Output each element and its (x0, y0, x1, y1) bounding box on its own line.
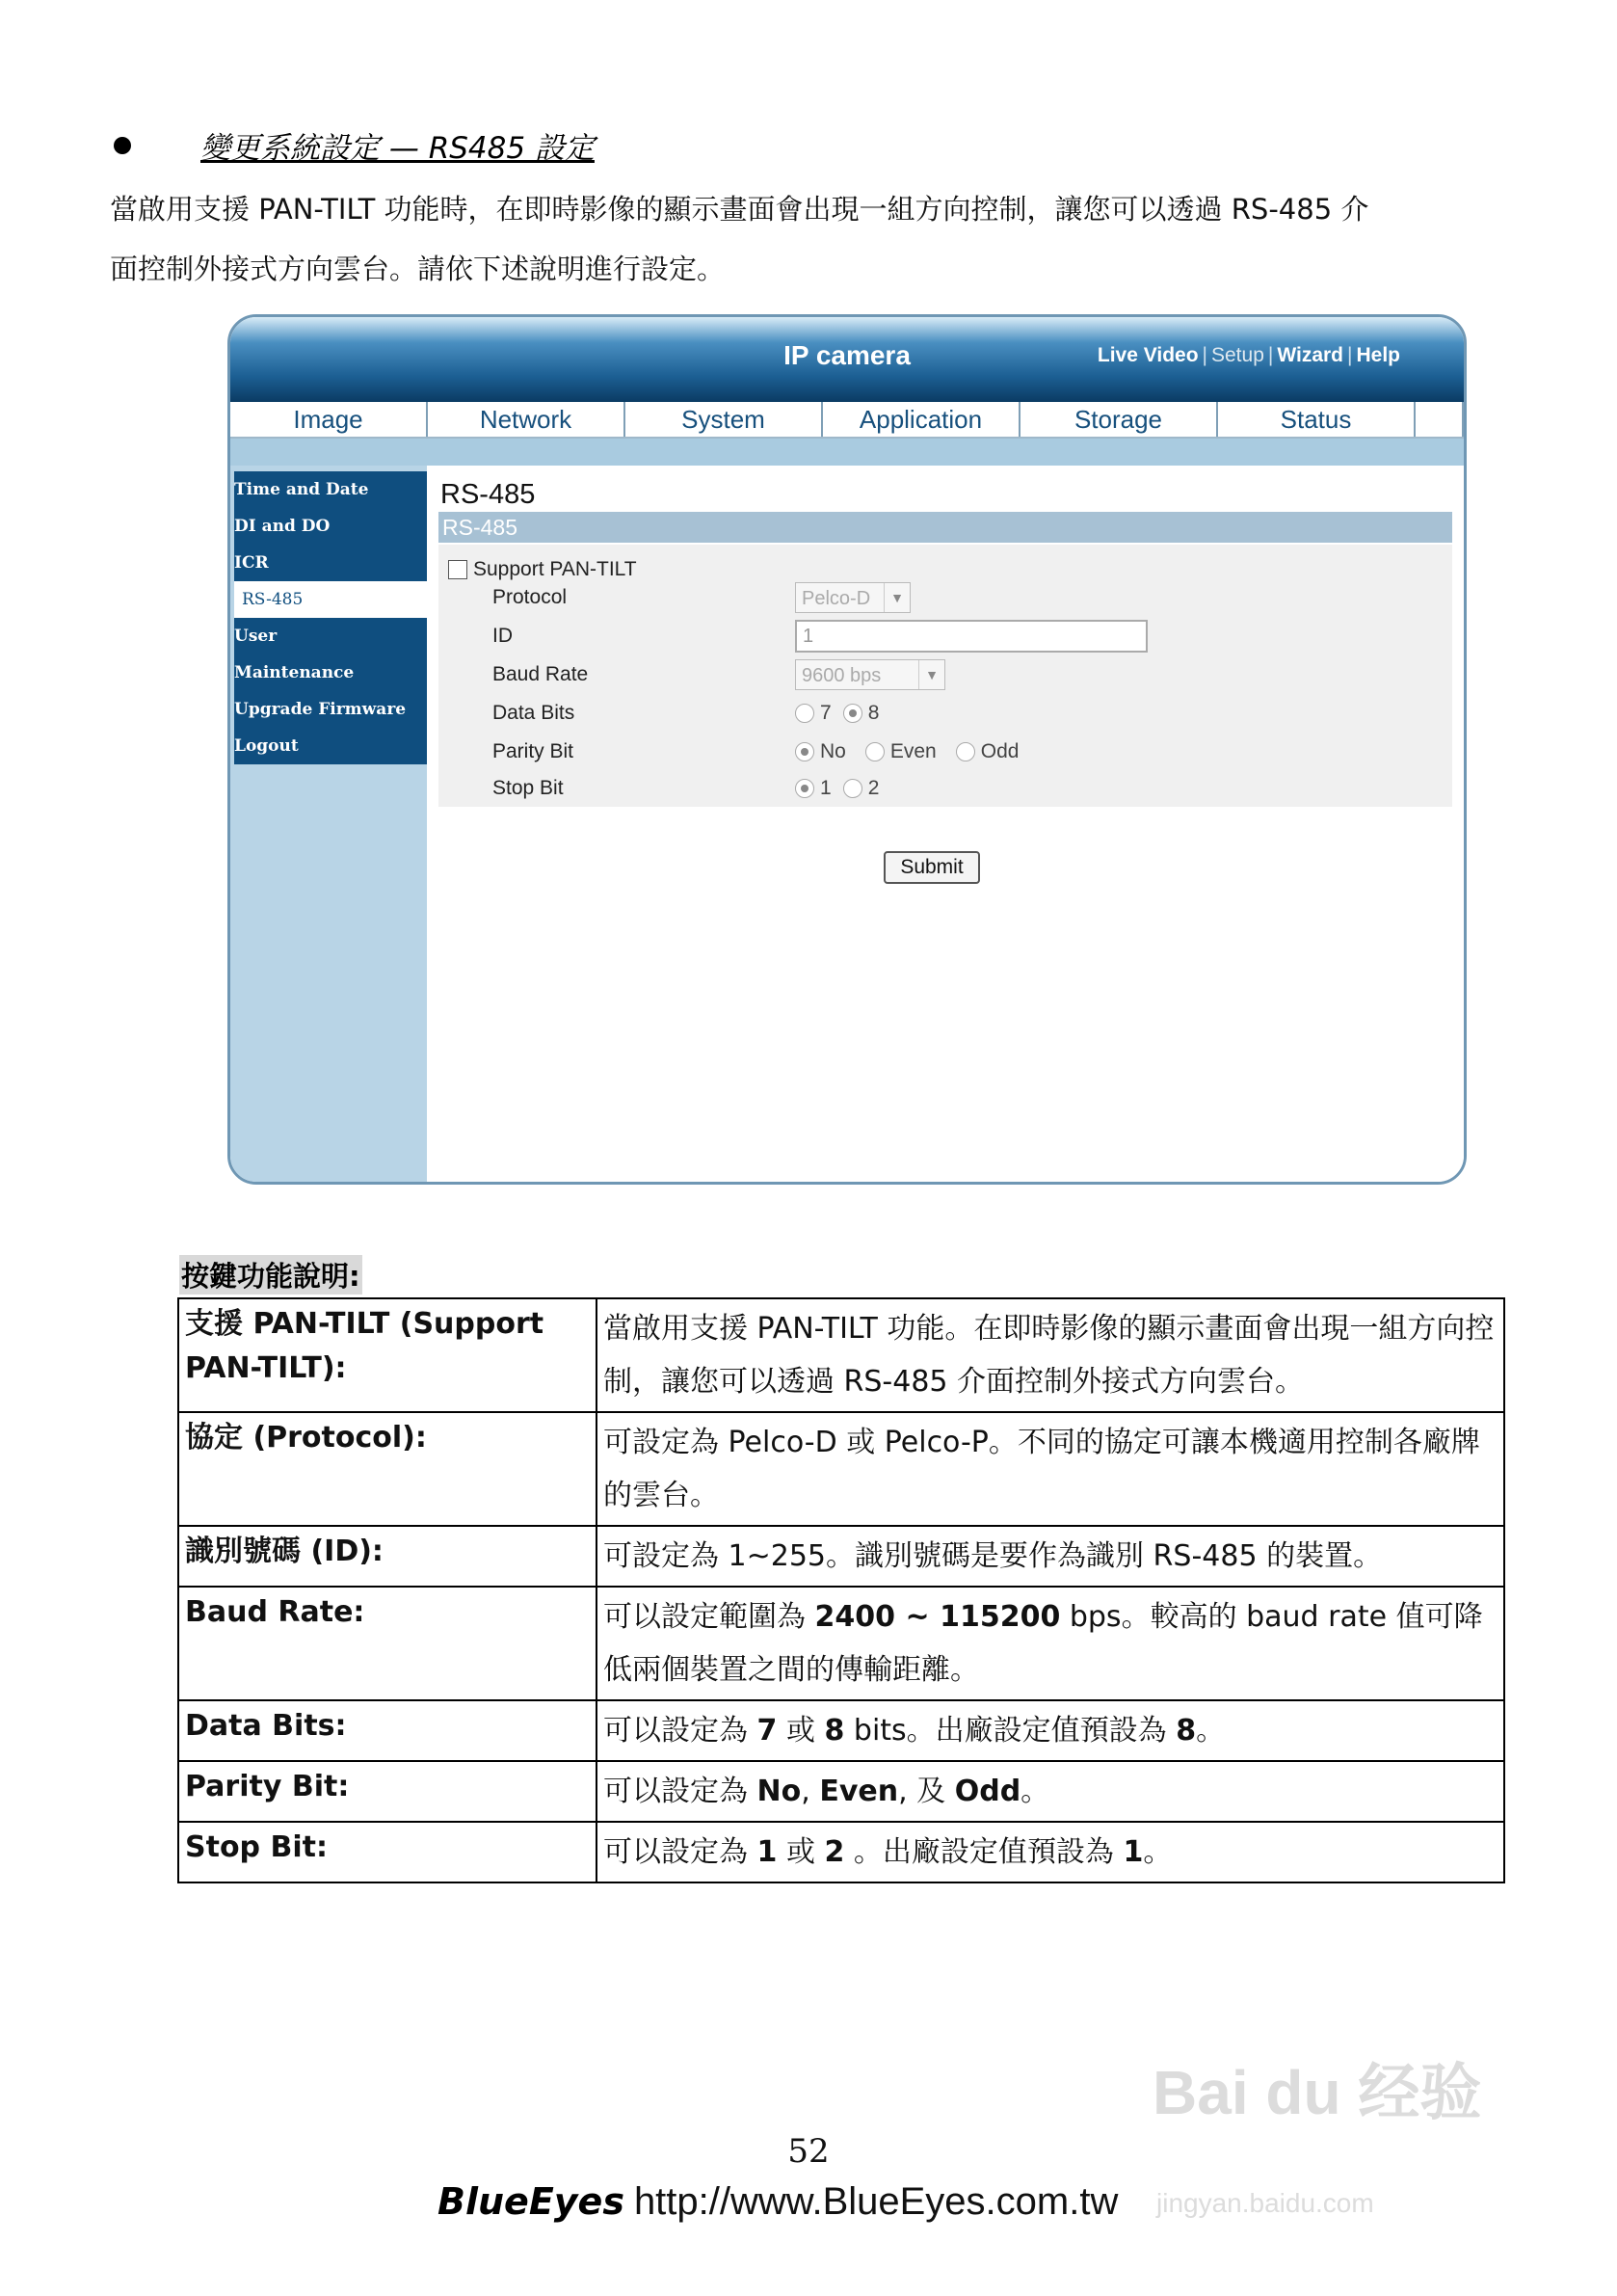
footer-url[interactable]: http://www.BlueEyes.com.tw (633, 2180, 1119, 2223)
parity-even-radio[interactable] (865, 742, 885, 761)
sidebar-item-time-and-date[interactable]: Time and Date (234, 480, 369, 499)
parity-desc: 可以設定為 No, Even, 及 Odd。 (596, 1761, 1504, 1822)
table-row (178, 1526, 1504, 1587)
content-panel (431, 466, 1464, 1185)
data-bits-key: Data Bits: (178, 1700, 596, 1761)
sidebar-item-rs485[interactable]: RS-485 (234, 581, 427, 618)
protocol-label: Protocol (492, 586, 568, 608)
protocol-key: 協定 (Protocol): (178, 1412, 596, 1526)
id-label: ID (492, 625, 513, 647)
section-header: RS-485 (438, 512, 1452, 543)
support-key: 支援 PAN-TILT (Support PAN-TILT): (178, 1298, 596, 1412)
table-row (178, 1412, 1504, 1526)
section-heading: 變更系統設定 — RS485 設定 (200, 131, 595, 166)
tab-system[interactable]: System (625, 402, 823, 437)
tab-application[interactable]: Application (823, 402, 1021, 437)
wizard-link[interactable]: Wizard (1277, 344, 1344, 366)
brand-logo: BlueEyes (437, 2180, 624, 2223)
protocol-desc: 可設定為 Pelco-D 或 Pelco-P。不同的協定可讓本機適用控制各廠牌的雲台。 (596, 1412, 1504, 1526)
stop-bit-2-radio[interactable] (843, 779, 862, 798)
table-row (178, 1700, 1504, 1761)
table-title: 按鍵功能說明: (179, 1255, 362, 1295)
id-key: 識別號碼 (ID): (178, 1526, 596, 1587)
page-title: RS-485 (440, 479, 536, 510)
data-bits-8-radio[interactable] (843, 704, 862, 723)
main-nav (230, 402, 1464, 439)
nav-spacer (1416, 402, 1464, 437)
parity-odd-radio[interactable] (956, 742, 975, 761)
camera-header (230, 317, 1464, 402)
intro-line-1: 當啟用支援 PAN-TILT 功能時，在即時影像的顯示畫面會出現一組方向控制，讓您可以透過 RS-485 介 (110, 193, 1369, 226)
parity-bit-label: Parity Bit (492, 740, 574, 762)
sidebar-item-logout[interactable]: Logout (234, 736, 299, 756)
parity-no-radio[interactable] (795, 742, 814, 761)
baud-rate-label: Baud Rate (492, 663, 589, 685)
rs485-form: Support PAN-TILT Protocol Pelco-D ▼ ID 1 Baud Rate 9600 bps ▼ Data Bits 7 8 Parity Bit No Even Odd Stop Bit 1 2 (438, 545, 1452, 807)
sub-bar (230, 439, 1464, 466)
description-table (177, 1297, 1505, 1883)
tab-storage[interactable]: Storage (1021, 402, 1218, 437)
stop-key: Stop Bit: (178, 1822, 596, 1882)
id-input[interactable]: 1 (795, 620, 1148, 653)
data-bits-desc: 可以設定為 7 或 8 bits。出廠設定值預設為 8。 (596, 1700, 1504, 1761)
page-number: 52 (787, 2132, 830, 2171)
top-links: Live Video | Setup | Wizard | Help (1097, 344, 1400, 366)
support-pan-tilt-checkbox[interactable] (448, 560, 467, 579)
sidebar (234, 471, 427, 764)
help-link[interactable]: Help (1356, 344, 1400, 366)
sidebar-item-icr[interactable]: ICR (234, 553, 269, 573)
baud-rate-select[interactable]: 9600 bps ▼ (795, 659, 945, 690)
support-desc: 當啟用支援 PAN-TILT 功能。在即時影像的顯示畫面會出現一組方向控制，讓您可以透過 RS-485 介面控制外接式方向雲台。 (596, 1298, 1504, 1412)
watermark-logo: Bai du 经验 (1153, 2058, 1482, 2127)
tab-image[interactable]: Image (230, 402, 428, 437)
parity-key: Parity Bit: (178, 1761, 596, 1822)
camera-ui-screenshot (227, 314, 1467, 1185)
sidebar-item-user[interactable]: User (234, 627, 278, 646)
id-desc: 可設定為 1~255。識別號碼是要作為識別 RS-485 的裝置。 (596, 1526, 1504, 1587)
stop-bit-label: Stop Bit (492, 777, 564, 799)
table-row (178, 1587, 1504, 1700)
baud-key: Baud Rate: (178, 1587, 596, 1700)
table-row (178, 1822, 1504, 1882)
tab-network[interactable]: Network (428, 402, 625, 437)
table-row (178, 1298, 1504, 1412)
intro-line-2: 面控制外接式方向雲台。請依下述說明進行設定。 (110, 253, 726, 285)
stop-desc: 可以設定為 1 或 2 。出廠設定值預設為 1。 (596, 1822, 1504, 1882)
bullet-icon (114, 137, 131, 154)
setup-link[interactable]: Setup (1211, 344, 1264, 366)
footer (437, 2180, 1118, 2224)
support-pan-tilt-label: Support PAN-TILT (473, 558, 637, 580)
baud-desc: 可以設定範圍為 2400 ~ 115200 bps。較高的 baud rate 值可降低兩個裝置之間的傳輸距離。 (596, 1587, 1504, 1700)
watermark-url: jingyan.baidu.com (1156, 2188, 1374, 2218)
sidebar-item-upgrade-firmware[interactable]: Upgrade Firmware (234, 700, 407, 719)
camera-title: IP camera (783, 340, 911, 370)
stop-bit-1-radio[interactable] (795, 779, 814, 798)
sidebar-item-maintenance[interactable]: Maintenance (234, 663, 355, 682)
sidebar-item-di-and-do[interactable]: DI and DO (234, 517, 331, 536)
data-bits-7-radio[interactable] (795, 704, 814, 723)
protocol-select[interactable]: Pelco-D ▼ (795, 582, 911, 613)
chevron-down-icon: ▼ (884, 583, 910, 612)
live-video-link[interactable]: Live Video (1097, 344, 1199, 366)
tab-status[interactable]: Status (1218, 402, 1416, 437)
chevron-down-icon: ▼ (918, 660, 944, 689)
table-row (178, 1761, 1504, 1822)
submit-button[interactable]: Submit (884, 851, 980, 884)
data-bits-label: Data Bits (492, 702, 575, 724)
